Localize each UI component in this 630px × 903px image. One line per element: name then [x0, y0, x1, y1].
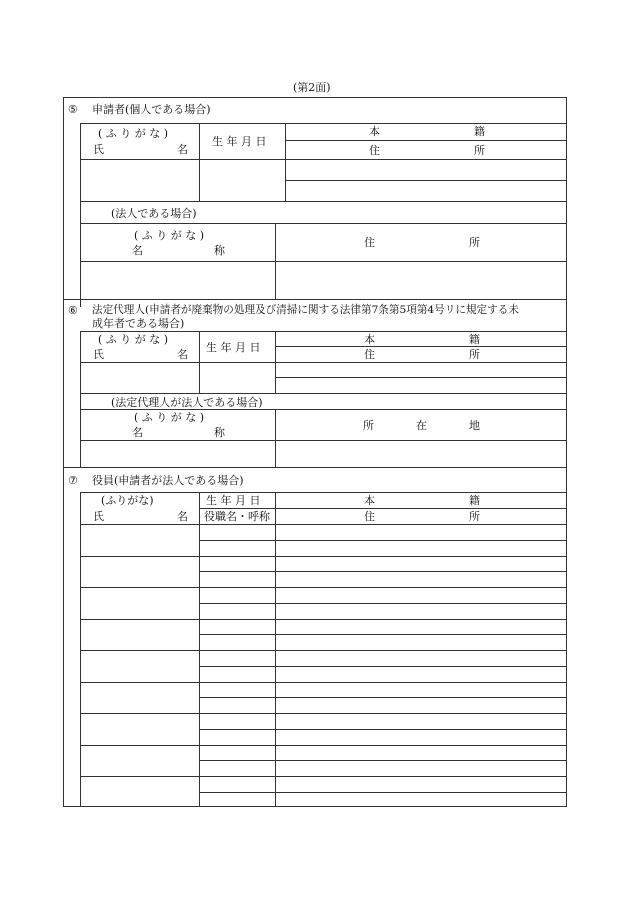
s5-dob-label: 生 年 月 日 [212, 135, 267, 148]
s5-corp-name-a: 名 [132, 244, 143, 257]
s6-addr-a: 住 [364, 348, 375, 361]
table-rule-line [80, 362, 567, 363]
table-rule-line [80, 123, 81, 307]
s6-honseki-a: 本 [364, 333, 375, 346]
s5-honseki-a: 本 [369, 125, 380, 138]
section6-number: ⑥ [68, 304, 78, 317]
table-rule-line [199, 760, 567, 761]
s6-corp-title: (法定代理人が法人である場合) [111, 396, 263, 409]
s6-dob-label: 生 年 月 日 [206, 341, 261, 354]
table-rule-line [275, 346, 567, 347]
s7-name-right: 名 [177, 510, 188, 523]
table-rule-line [80, 492, 567, 493]
table-rule-line [199, 508, 567, 509]
section6-title-line2: 成年者である場合) [92, 317, 185, 330]
table-rule-line [80, 201, 567, 202]
table-rule-line [199, 634, 567, 635]
s7-name-left: 氏 [93, 510, 104, 523]
section5-number: ⑤ [68, 103, 78, 116]
s7-position-label: 役職名・呼称 [204, 510, 270, 523]
table-rule-line [80, 682, 567, 683]
table-rule-line [285, 140, 567, 141]
s6-loc-c: 地 [469, 419, 480, 432]
s6-addr-b: 所 [469, 348, 480, 361]
table-rule-line [285, 180, 567, 181]
table-rule-line [199, 697, 567, 698]
table-rule-line [63, 467, 567, 468]
s6-corp-name-a: 名 [132, 426, 143, 439]
section7-title: 役員(申請者が法人である場合) [92, 474, 244, 487]
table-rule-line [80, 524, 567, 525]
table-rule-line [63, 299, 567, 300]
table-rule-line [80, 650, 567, 651]
table-rule-line [80, 159, 567, 160]
table-rule-line [80, 223, 567, 224]
table-rule-line [80, 619, 567, 620]
s5-honseki-b: 籍 [474, 125, 485, 138]
s5-corp-title: (法人である場合) [111, 207, 197, 220]
s6-loc-b: 在 [416, 419, 427, 432]
s6-corp-furigana: ( ふ り が な ) [134, 411, 205, 424]
table-rule-line [80, 261, 567, 262]
table-rule-line [80, 776, 567, 777]
table-rule-line [199, 571, 567, 572]
s6-honseki-b: 籍 [469, 333, 480, 346]
s5-corp-addr-b: 所 [469, 236, 480, 249]
s6-furigana-label: ( ふ り が な ) [98, 333, 169, 346]
table-rule-line [199, 603, 567, 604]
s6-loc-a: 所 [363, 419, 374, 432]
s5-name-right: 名 [177, 143, 188, 156]
table-rule-line [80, 331, 81, 467]
table-rule-line [275, 409, 276, 467]
s7-addr-b: 所 [469, 510, 480, 523]
table-rule-line [80, 409, 567, 410]
s5-addr-a: 住 [369, 144, 380, 157]
s6-corp-name-b: 称 [214, 426, 225, 439]
s7-honseki-b: 籍 [469, 494, 480, 507]
table-rule-line [199, 666, 567, 667]
table-rule-line [80, 713, 567, 714]
table-rule-line [199, 540, 567, 541]
table-rule-line [80, 393, 567, 394]
table-rule-line [80, 587, 567, 588]
table-rule-line [80, 440, 567, 441]
s5-corp-addr-a: 住 [364, 236, 375, 249]
s5-furigana-label: ( ふ り が な ) [98, 127, 169, 140]
s5-corp-name-b: 称 [214, 244, 225, 257]
s7-honseki-a: 本 [364, 494, 375, 507]
s7-addr-a: 住 [364, 510, 375, 523]
s5-name-left: 氏 [93, 143, 104, 156]
table-rule-line [199, 729, 567, 730]
s7-dob-label: 生 年 月 日 [206, 494, 261, 507]
s5-addr-b: 所 [474, 144, 485, 157]
form-frame [63, 97, 567, 807]
section6-title-line1: 法定代理人(申請者が廃棄物の処理及び清掃に関する法律第7条第5項第4号リに規定する未 [92, 304, 519, 316]
table-rule-line [80, 331, 567, 332]
table-rule-line [80, 123, 567, 124]
table-rule-line [275, 377, 567, 378]
s7-furigana-label: (ふりがな) [101, 494, 154, 507]
section5-title: 申請者(個人である場合) [92, 103, 211, 116]
s6-name-left: 氏 [93, 348, 104, 361]
table-rule-line [199, 792, 567, 793]
s6-name-right: 名 [177, 348, 188, 361]
table-rule-line [80, 745, 567, 746]
page-label: (第2面) [293, 81, 331, 94]
section7-number: ⑦ [68, 474, 78, 487]
s5-corp-furigana: ( ふ り が な ) [134, 229, 205, 242]
table-rule-line [80, 556, 567, 557]
table-rule-line [285, 123, 286, 201]
table-rule-line [199, 123, 200, 201]
